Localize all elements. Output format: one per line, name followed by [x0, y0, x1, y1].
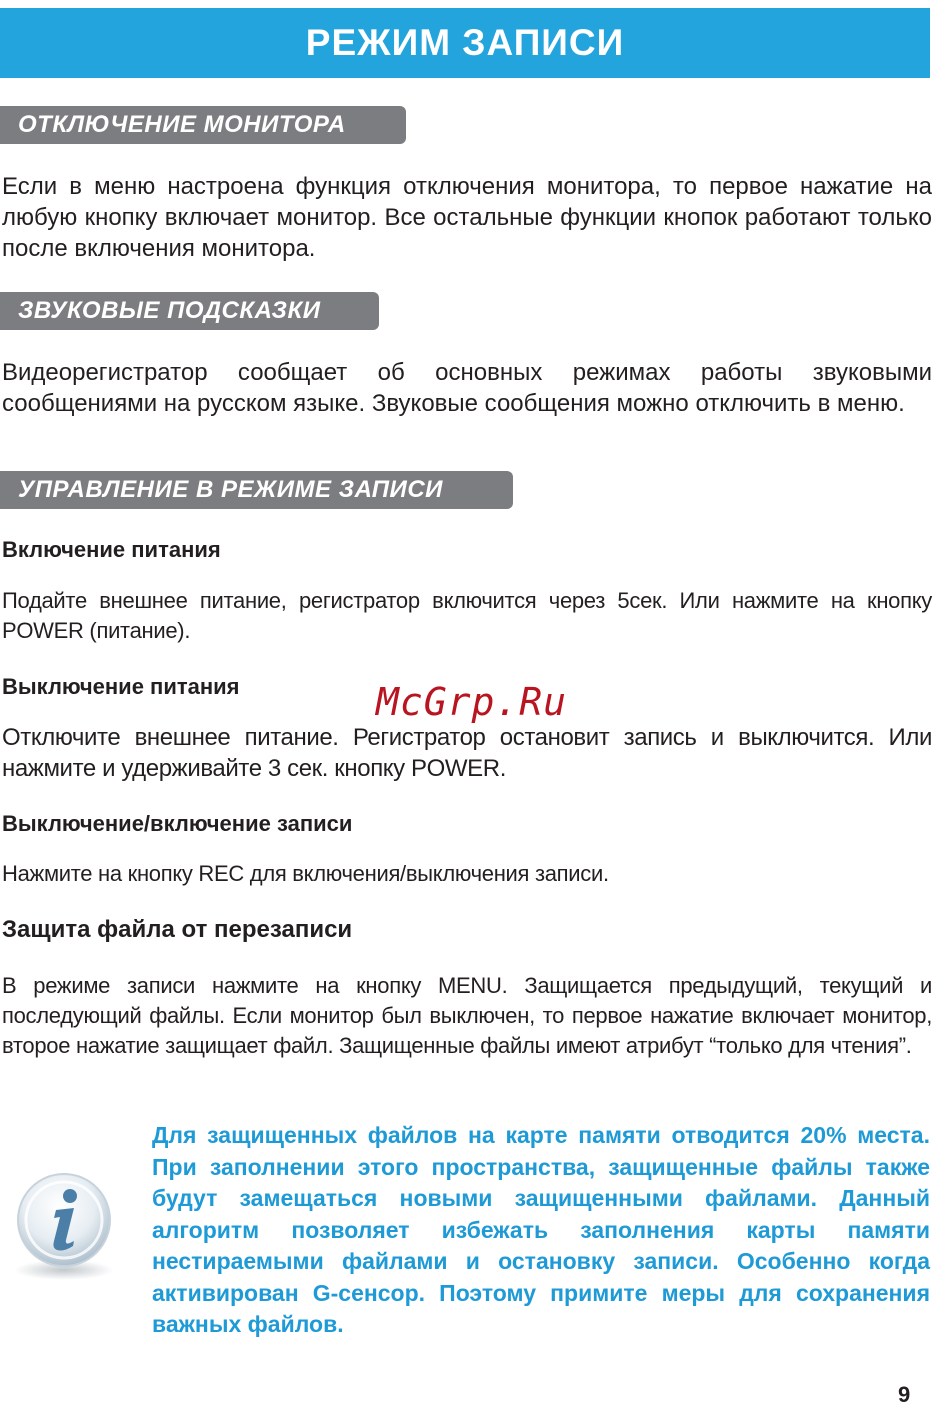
page-title: РЕЖИМ ЗАПИСИ	[305, 22, 625, 63]
watermark: McGrp.Ru	[376, 680, 568, 724]
protect-title: Защита файла от перезаписи	[2, 916, 353, 943]
section-heading-label: УПРАВЛЕНИЕ В РЕЖИМЕ ЗАПИСИ	[18, 476, 443, 503]
rec-toggle-paragraph: Нажмите на кнопку REC для включения/выключения записи.	[2, 861, 609, 886]
info-icon	[8, 1170, 120, 1282]
page-number: 9	[898, 1382, 911, 1404]
power-off-paragraph: Отключите внешнее питание. Регистратор остановит запись и выключится. Или нажмите и удерживайте 3 сек. кнопку POWER.	[2, 724, 932, 782]
voice-prompts-paragraph: Видеорегистратор сообщает об основных режимах работы звуковыми сообщениями на русском языке. Звуковые сообщения можно отключить в меню.	[2, 359, 932, 417]
section-heading-record-control	[0, 471, 513, 509]
section-heading-label: ЗВУКОВЫЕ ПОДСКАЗКИ	[18, 297, 321, 324]
section-heading-voice-prompts	[0, 292, 379, 330]
power-off-title: Выключение питания	[2, 674, 240, 699]
power-on-paragraph: Подайте внешнее питание, регистратор включится через 5сек. Или нажмите на кнопку POWER (питание).	[2, 588, 932, 643]
monitor-off-paragraph: Если в меню настроена функция отключения монитора, то первое нажатие на любую кнопку включает монитор. Все остальные функции кнопок работают только после включения монитора.	[2, 173, 932, 262]
protect-paragraph: В режиме записи нажмите на кнопку MENU. Защищается предыдущий, текущий и последующий файлы. Если монитор был выключен, то первое нажатие включает монитор, второе нажатие защищает файл. Защищенные файлы имеют атрибут “только для чтения”.	[2, 973, 932, 1058]
page-header	[0, 8, 930, 78]
note-text: Для защищенных файлов на карте памяти отводится 20% места. При заполнении этого пространства, защищенные файлы также будут замещаться новыми защищенными файлами. Данный алгоритм позволяет избежать заполнения карты памяти нестираемыми файлами и остановку записи. Особенно когда активирован G-сенсор. Поэтому примите меры для сохранения важных файлов.	[152, 1122, 930, 1337]
section-heading-label: ОТКЛЮЧЕНИЕ МОНИТОРА	[18, 111, 346, 138]
power-on-title: Включение питания	[2, 537, 221, 562]
rec-toggle-title: Выключение/включение записи	[2, 811, 353, 836]
section-heading-monitor-off	[0, 106, 406, 144]
